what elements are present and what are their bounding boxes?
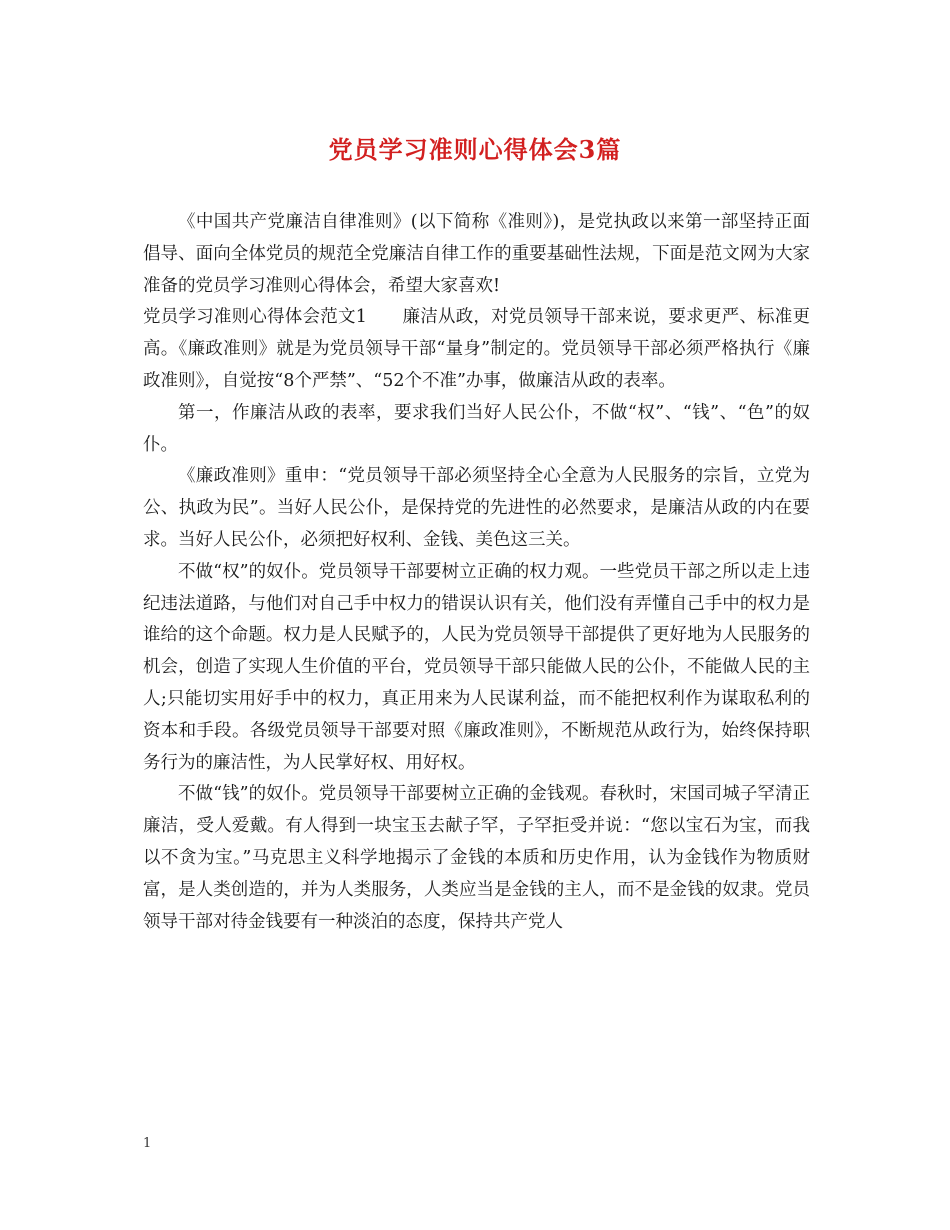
paragraph-regulation-restated: 《廉政准则》重申：“党员领导干部必须坚持全心全意为人民服务的宗旨，立党为公、执政为民”。当好人民公仆，是保持党的先进性的必然要求，是廉洁从政的内在要求。当好人民公仆，必须把好权利、金钱、美色这三关。 bbox=[143, 466, 810, 550]
document-body bbox=[143, 207, 810, 938]
paragraph-money: 不做“钱”的奴仆。党员领导干部要树立正确的金钱观。春秋时，宋国司城子罕清正廉洁，受人爱戴。有人得到一块宝玉去献子罕，子罕拒受并说：“您以宝石为宝，而我以不贪为宝。”马克思主义科学地揭示了金钱的本质和历史作用，认为金钱作为物质财富，是人类创造的，并为人类服务，人类应当是金钱的主人，而不是金钱的奴隶。党员领导干部对待金钱要有一种淡泊的态度，保持共产党人 bbox=[143, 784, 810, 932]
paragraph-sample-1-heading: 党员学习准则心得体会范文1 廉洁从政，对党员领导干部来说，要求更严、标准更高。《廉政准则》就是为党员领导干部“量身”制定的。党员领导干部必须严格执行《廉政准则》，自觉按“8个严禁”、“52个不准”办事，做廉洁从政的表率。 bbox=[143, 307, 810, 391]
paragraph-intro: 《中国共产党廉洁自律准则》(以下简称《准则》)，是党执政以来第一部坚持正面倡导、面向全体党员的规范全党廉洁自律工作的重要基础性法规，下面是范文网为大家准备的党员学习准则心得体会，希望大家喜欢! bbox=[143, 212, 810, 296]
page-number: 1 bbox=[143, 1136, 152, 1151]
paragraph-first-point: 第一，作廉洁从政的表率，要求我们当好人民公仆，不做“权”、“钱”、“色”的奴仆。 bbox=[143, 402, 810, 455]
paragraph-power: 不做“权”的奴仆。党员领导干部要树立正确的权力观。一些党员干部之所以走上违纪违法道路，与他们对自己手中权力的错误认识有关，他们没有弄懂自己手中的权力是谁给的这个命题。权力是人民赋予的，人民为党员领导干部提供了更好地为人民服务的机会，创造了实现人生价值的平台，党员领导干部只能做人民的公仆，不能做人民的主人;只能切实用好手中的权力，真正用来为人民谋利益，而不能把权利作为谋取私利的资本和手段。各级党员领导干部要对照《廉政准则》，不断规范从政行为，始终保持职务行为的廉洁性，为人民掌好权、用好权。 bbox=[143, 561, 810, 773]
document-title: 党员学习准则心得体会3篇 bbox=[328, 135, 622, 164]
